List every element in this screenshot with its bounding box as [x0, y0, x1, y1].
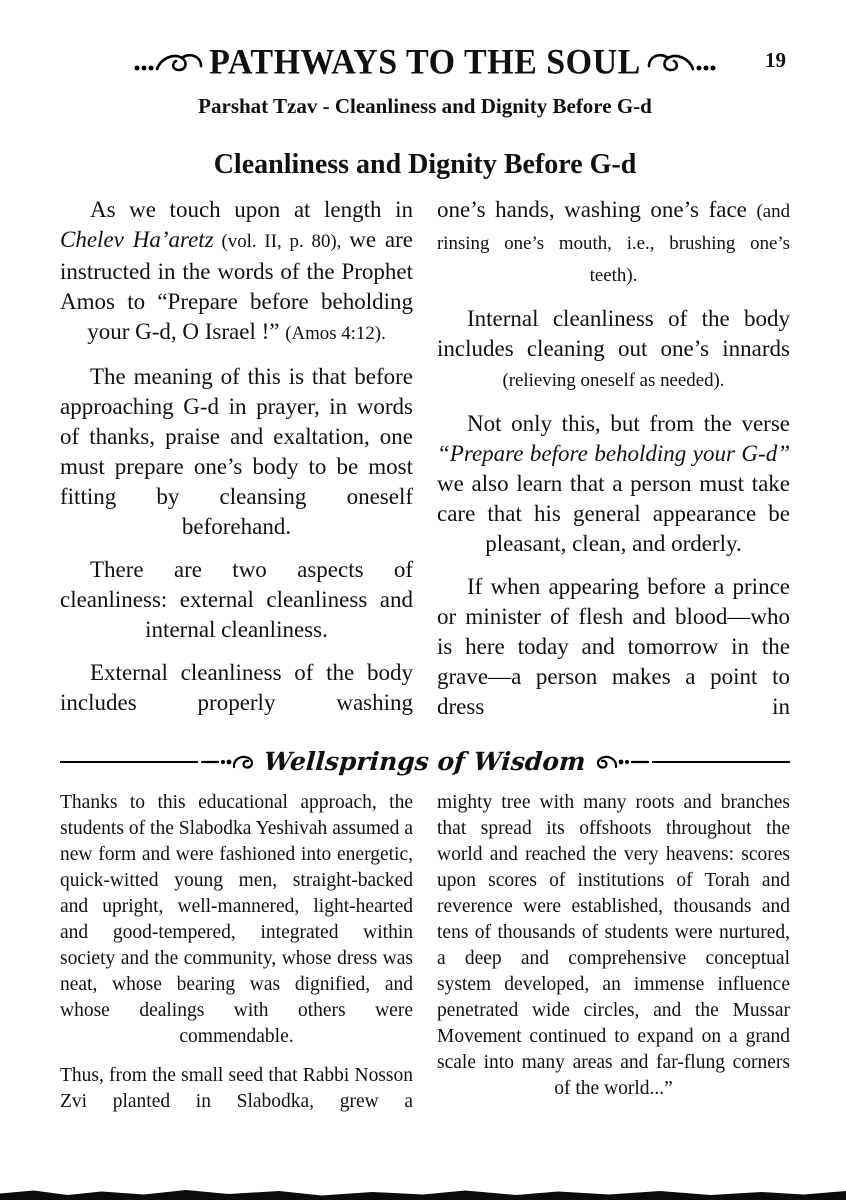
paragraph-mighty-tree: mighty tree with many roots and branches that spread its offshoots throughout the world and reached the very heavens: scores upon scores of institutions of Torah and reverence were established, thousands and tens of thousands of students were nurtured, a deep and comprehensive conceptual system developed, an immense influence penetrated wide circles, and the Mussar Movement continued to expand on a grand scale into many areas and far-flung corners of the world...”: [437, 792, 790, 1099]
text-run: Not only this, but from the verse: [467, 411, 790, 436]
paragraph-two-aspects: There are two aspects of cleanliness: external cleanliness and internal cleanliness.: [60, 557, 413, 642]
title-row: [60, 40, 790, 86]
article-left-column: [60, 195, 413, 735]
volume-citation: (vol. II, p. 80),: [213, 231, 350, 252]
article-right-column: [437, 195, 790, 735]
parenthetical-note: (and rinsing one’s mouth, i.e., brushing one’s teeth).: [437, 201, 790, 286]
text-run: As we touch upon at length in: [90, 197, 413, 222]
wellsprings-left-column: [60, 790, 413, 1128]
text-run: Internal cleanliness of the body includes cleaning out one’s innards: [437, 306, 790, 361]
swirl-arrow-flourish-icon: [594, 752, 650, 772]
dots-scroll-flourish-icon: [645, 49, 717, 77]
divider-rule-left: [60, 761, 198, 763]
paragraph-verse-lesson: [437, 409, 790, 559]
book-reference-italic: Chelev Ha’aretz: [60, 227, 214, 252]
page-bottom-scan-artifact: [0, 1190, 846, 1200]
paragraph-prince: If when appearing before a prince or minister of flesh and blood—who is here today and tomorrow in the grave—a person makes a point to dress in: [437, 574, 790, 719]
wellsprings-right-column: [437, 790, 790, 1128]
text-run: we are instructed in the words of the Prophet Amos to “Prepare before beholding your G-d, O Israel !”: [60, 227, 413, 344]
swirl-arrow-flourish-icon: [200, 752, 256, 772]
text-run: one’s hands, washing one’s face: [437, 197, 757, 222]
parenthetical-note: (relieving oneself as needed).: [502, 370, 725, 391]
paragraph-external-cont: [437, 195, 790, 291]
verse-citation: (Amos 4:12).: [285, 323, 386, 344]
paragraph-meaning: The meaning of this is that before approaching G-d in prayer, in words of thanks, praise and exaltation, one must prepare one’s body to be most fitting by cleansing oneself beforehand.: [60, 364, 413, 539]
dots-scroll-flourish-icon: [133, 49, 205, 77]
divider-rule-right: [652, 761, 790, 763]
page-header: [60, 40, 790, 119]
paragraph-small-seed: Thus, from the small seed that Rabbi Nosson Zvi planted in Slabodka, grew a: [60, 1065, 413, 1112]
text-run: we also learn that a person must take care that his general appearance be pleasant, clean, and orderly.: [437, 471, 790, 556]
paragraph-slabodka-students: Thanks to this educational approach, the students of the Slabodka Yeshivah assumed a new form and were fashioned into energetic, quick-witted young men, straight-backed and upright, well-mannered, light-hearted and good-tempered, integrated within society and the community, whose dress was neat, whose bearing was dignified, and whose dealings with others were commendable.: [60, 792, 413, 1047]
verse-quote-italic: “Prepare before beholding your G-d”: [437, 441, 790, 466]
page-number: 19: [765, 48, 786, 72]
article-columns: [60, 195, 790, 735]
wellsprings-title: Wellsprings of Wisdom: [263, 747, 587, 776]
section-heading: Cleanliness and Dignity Before G-d: [213, 149, 637, 180]
wellsprings-divider: [60, 747, 790, 776]
paragraph-intro: [60, 195, 413, 349]
wellsprings-columns: [60, 790, 790, 1128]
chapter-subtitle: Parshat Tzav - Cleanliness and Dignity Before G-d: [198, 94, 652, 118]
book-title: PATHWAYS TO THE SOUL: [209, 43, 641, 82]
paragraph-internal: [437, 304, 790, 396]
paragraph-external-start: External cleanliness of the body includes properly washing: [60, 660, 413, 715]
